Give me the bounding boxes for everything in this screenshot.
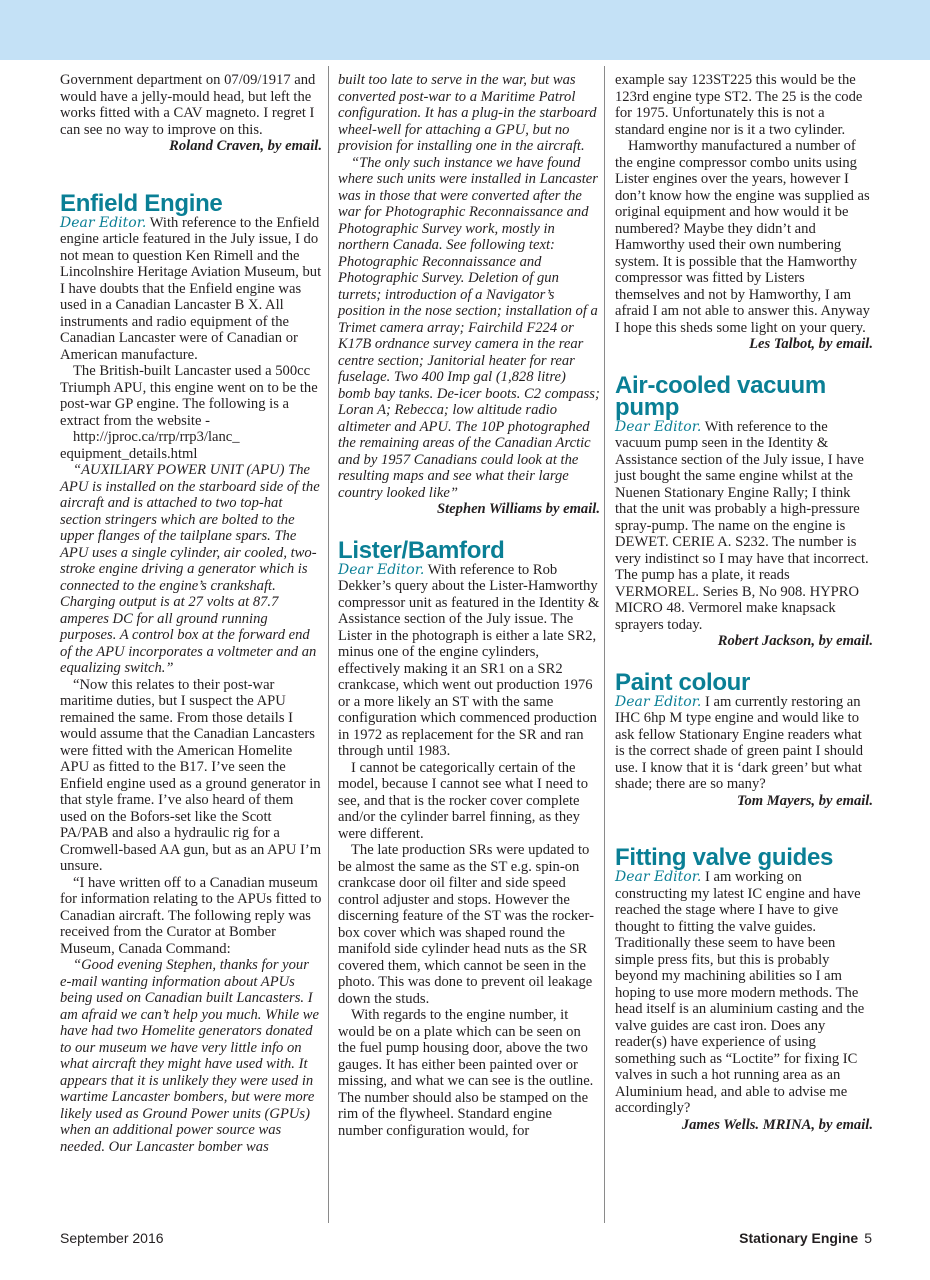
column-right — [615, 72, 873, 1133]
letter-signature: Les Talbot, by email. — [749, 336, 873, 352]
dear-editor-salutation: Dear Editor. — [60, 214, 147, 231]
footer-magazine-name: Stationary Engine — [739, 1230, 859, 1246]
column-divider — [604, 66, 605, 1223]
section-heading-lister-bamford: Lister/Bamford — [338, 536, 505, 564]
letter-signature: Roland Craven, by email. — [169, 138, 322, 154]
paragraph-text: I am currently restoring an IHC 6hp M type engine and would like to ask fellow Stationary Engine readers what is the correct shade of green paint I should use. I know that it is ‘dark green’ but what shade; there are so many? — [615, 693, 864, 792]
paragraph: “Now this relates to their post-war maritime duties, but I suspect the APU remained the same. From those details I would assume that the Canadian Lancasters were fitted with the American Homelite APU as fitted to the B17. I’ve seen the Enfield engine used as a ground generator in that style frame. I’ve also heard of them used on the Bofors-set like the Scott PA/PAB and also a hydraulic rig for a Cromwell-based AA gun, but as an APU I’m unsure. — [60, 676, 322, 874]
paragraph: Government department on 07/09/1917 and would have a jelly-mould head, but left the works fitted with a CAV magneto. I regret I can see no way to improve on this. — [60, 72, 316, 138]
letter-signature: Stephen Williams by email. — [437, 501, 600, 517]
quote-paragraph: “Good evening Stephen, thanks for your e-mail wanting information about APUs being used on Canadian built Lancasters. I am afraid we can’t help you much. While we have had two Homelite generators donated to our museum we have very little info on what aircraft they might have used with. It appears that it is unlikely they were used in wartime Lancaster bombers, but were more likely used as Ground Power units (GPUs) when an additional power source was needed. Our Lancaster bomber was — [60, 957, 319, 1155]
letter-paragraph — [615, 694, 873, 793]
section-heading-enfield-engine: Enfield Engine — [60, 189, 223, 217]
letter-signature: James Wells. MRINA, by email. — [681, 1116, 873, 1133]
column-left — [60, 72, 322, 1155]
column-middle — [338, 72, 600, 1139]
website-url: http://jproc.ca/rrp/rrp3/lanc_ equipment_details.html — [60, 429, 240, 462]
quote-paragraph: “The only such instance we have found where such units were installed in Lancaster was in those that were converted after the war for Photographic Reconnaissance and Photographic Survey work, mostly in northern Canada. See following text: Photographic Reconnaissance and Photographic Survey. Deletion of gun turrets; introduction of a Navigator’s position in the nose section; installation of a Trimet camera array; Fairchild F224 or K17B ordnance survey camera in the rear centre section; Janitorial heater for rear fuselage. Two 400 Imp gal (1,828 litre) bomb bay tanks. De-icer boots. C2 compass; Loran A; Rebecca; low altitude radio altimeter and APU. The 10P photographed the remaining areas of the Canadian Arctic and by 1957 Canadians could look at the resulting maps and see what their large country looked like” — [338, 154, 600, 501]
paragraph: example say 123ST225 this would be the 123rd engine type ST2. The 25 is the code for 1975. Unfortunately this is not a standard engine nor is it a two cylinder. — [615, 72, 863, 138]
letter-paragraph — [60, 215, 322, 364]
footer-folio — [739, 1230, 872, 1246]
paragraph-text: I am working on constructing my latest IC engine and have reached the stage where I have to give thought to fitting the valve guides. Traditionally these seem to have been simple press fits, but this is probably beyond my machining abilities so I am hoping to use more modern methods. The head itself is an aluminium casting and the valve guides are cast iron. Does any reader(s) have experience of using something such as “Loctite” for fixing IC valves in such a hot running area as an Aluminium head, and able to advise me accordingly? — [615, 869, 865, 1116]
paragraph: The British-built Lancaster used a 500cc Triumph APU, this engine went on to be the post-war GP engine. The following is a extract from the website - — [60, 363, 318, 429]
page-number: 5 — [864, 1230, 872, 1246]
dear-editor-salutation: Dear Editor. — [615, 418, 702, 435]
section-heading-fitting-valve-guides: Fitting valve guides — [615, 844, 834, 871]
dear-editor-salutation: Dear Editor. — [615, 869, 702, 885]
top-color-band — [0, 0, 930, 60]
letter-signature: Tom Mayers, by email. — [736, 792, 873, 809]
section-heading-paint-colour: Paint colour — [615, 668, 751, 696]
section-heading-air-cooled-vacuum-pump: Air-cooled vacuum pump — [615, 371, 826, 421]
dear-editor-salutation: Dear Editor. — [615, 693, 702, 710]
column-divider — [328, 66, 329, 1223]
paragraph: “I have written off to a Canadian museum for information relating to the APUs fitted to Canadian aircraft. The following reply was received from the Curator at Bomber Museum, Canada Command: — [60, 874, 322, 957]
quote-paragraph: built too late to serve in the war, but was converted post-war to a Maritime Patrol configuration. It has a plug-in the starboard wheel-well for attaching a GPU, but no provision for installing one in the aircraft. — [338, 72, 597, 154]
letter-paragraph — [615, 869, 873, 1117]
letter-signature: Robert Jackson, by email. — [717, 633, 873, 649]
dear-editor-salutation: Dear Editor. — [338, 561, 425, 578]
letter-paragraph — [615, 419, 873, 634]
paragraph-text: With reference to the vacuum pump seen in the Identity & Assistance section of the July issue, I have just bought the same engine whilst at the Nuenen Stationary Engine Rally; I think that the unit was probably a high-pressure spray-pump. The name on the engine is DEWET. CERIE A. S232. The number is very indistinct so I may have that incorrect. The pump has a plate, it reads VERMOREL. Series B, No 908. HYPRO MICRO 48. Vermorel make knapsack sprayers today. — [615, 418, 869, 633]
paragraph: With regards to the engine number, it would be on a plate which can be seen on the fuel pump housing door, above the two gauges. It has either been painted over or missing, and what we can see is the outline. The number should also be stamped on the rim of the flywheel. Standard engine number configuration would, for — [338, 1007, 594, 1139]
paragraph: I cannot be categorically certain of the model, because I cannot see what I need to see, and that is the rocker cover complete and/or the cylinder barrel finning, as they were different. — [338, 759, 589, 842]
paragraph: Hamworthy manufactured a number of the engine compressor combo units using Lister engines over the years, however I don’t know how the engine was supplied as original equipment and how would it be numbered? Maybe they didn’t and Hamworthy used their own numbering system. It is possible that the Hamworthy compressor was fitted by Listers themselves and not by Hamworthy, I am afraid I am not able to answer this. Anyway I hope this sheds some light on your query. — [615, 138, 870, 336]
paragraph-text: With reference to Rob Dekker’s query about the Lister-Hamworthy compressor unit as featured in the Identity & Assistance section of the July issue. The Lister in the photograph is either a late SR2, minus one of the engine cylinders, effectively making it an SR1 on a SR2 crankcase, which went out production 1976 or a more likely an ST with the same configuration which commenced production in 1972 as replacement for the SR and ran through until 1983. — [338, 561, 600, 759]
quote-paragraph: “AUXILIARY POWER UNIT (APU) The APU is installed on the starboard side of the aircraft and is attached to two top-hat section stringers which are bolted to the upper flanges of the tailplane spars. The APU uses a single cylinder, air cooled, two-stroke engine driving a generator which is connected to the engine’s crankshaft. Charging output is at 27 volts at 87.7 amperes DC for all ground running purposes. A control box at the forward end of the APU incorporates a voltmeter and an equalizing switch.” — [60, 462, 320, 676]
paragraph-text: With reference to the Enfield engine article featured in the July issue, I do not mean to question Ken Rimell and the Lincolnshire Heritage Aviation Museum, but I have doubts that the Enfield engine was used in a Canadian Lancaster B X. All instruments and radio equipment of the Canadian Lancaster were of Canadian or American manufacture. — [60, 214, 322, 363]
letter-paragraph — [338, 562, 600, 760]
footer-issue-date: September 2016 — [60, 1230, 164, 1246]
paragraph: The late production SRs were updated to be almost the same as the ST e.g. spin-on crankcase door oil filter and side speed control adjuster and stops. However the discerning feature of the ST was the rocker-box cover which was shaped round the manifold side cylinder head nuts as the SR covered them, which cannot be seen in the photo. This was done to prevent oil leakage down the studs. — [338, 842, 594, 1007]
